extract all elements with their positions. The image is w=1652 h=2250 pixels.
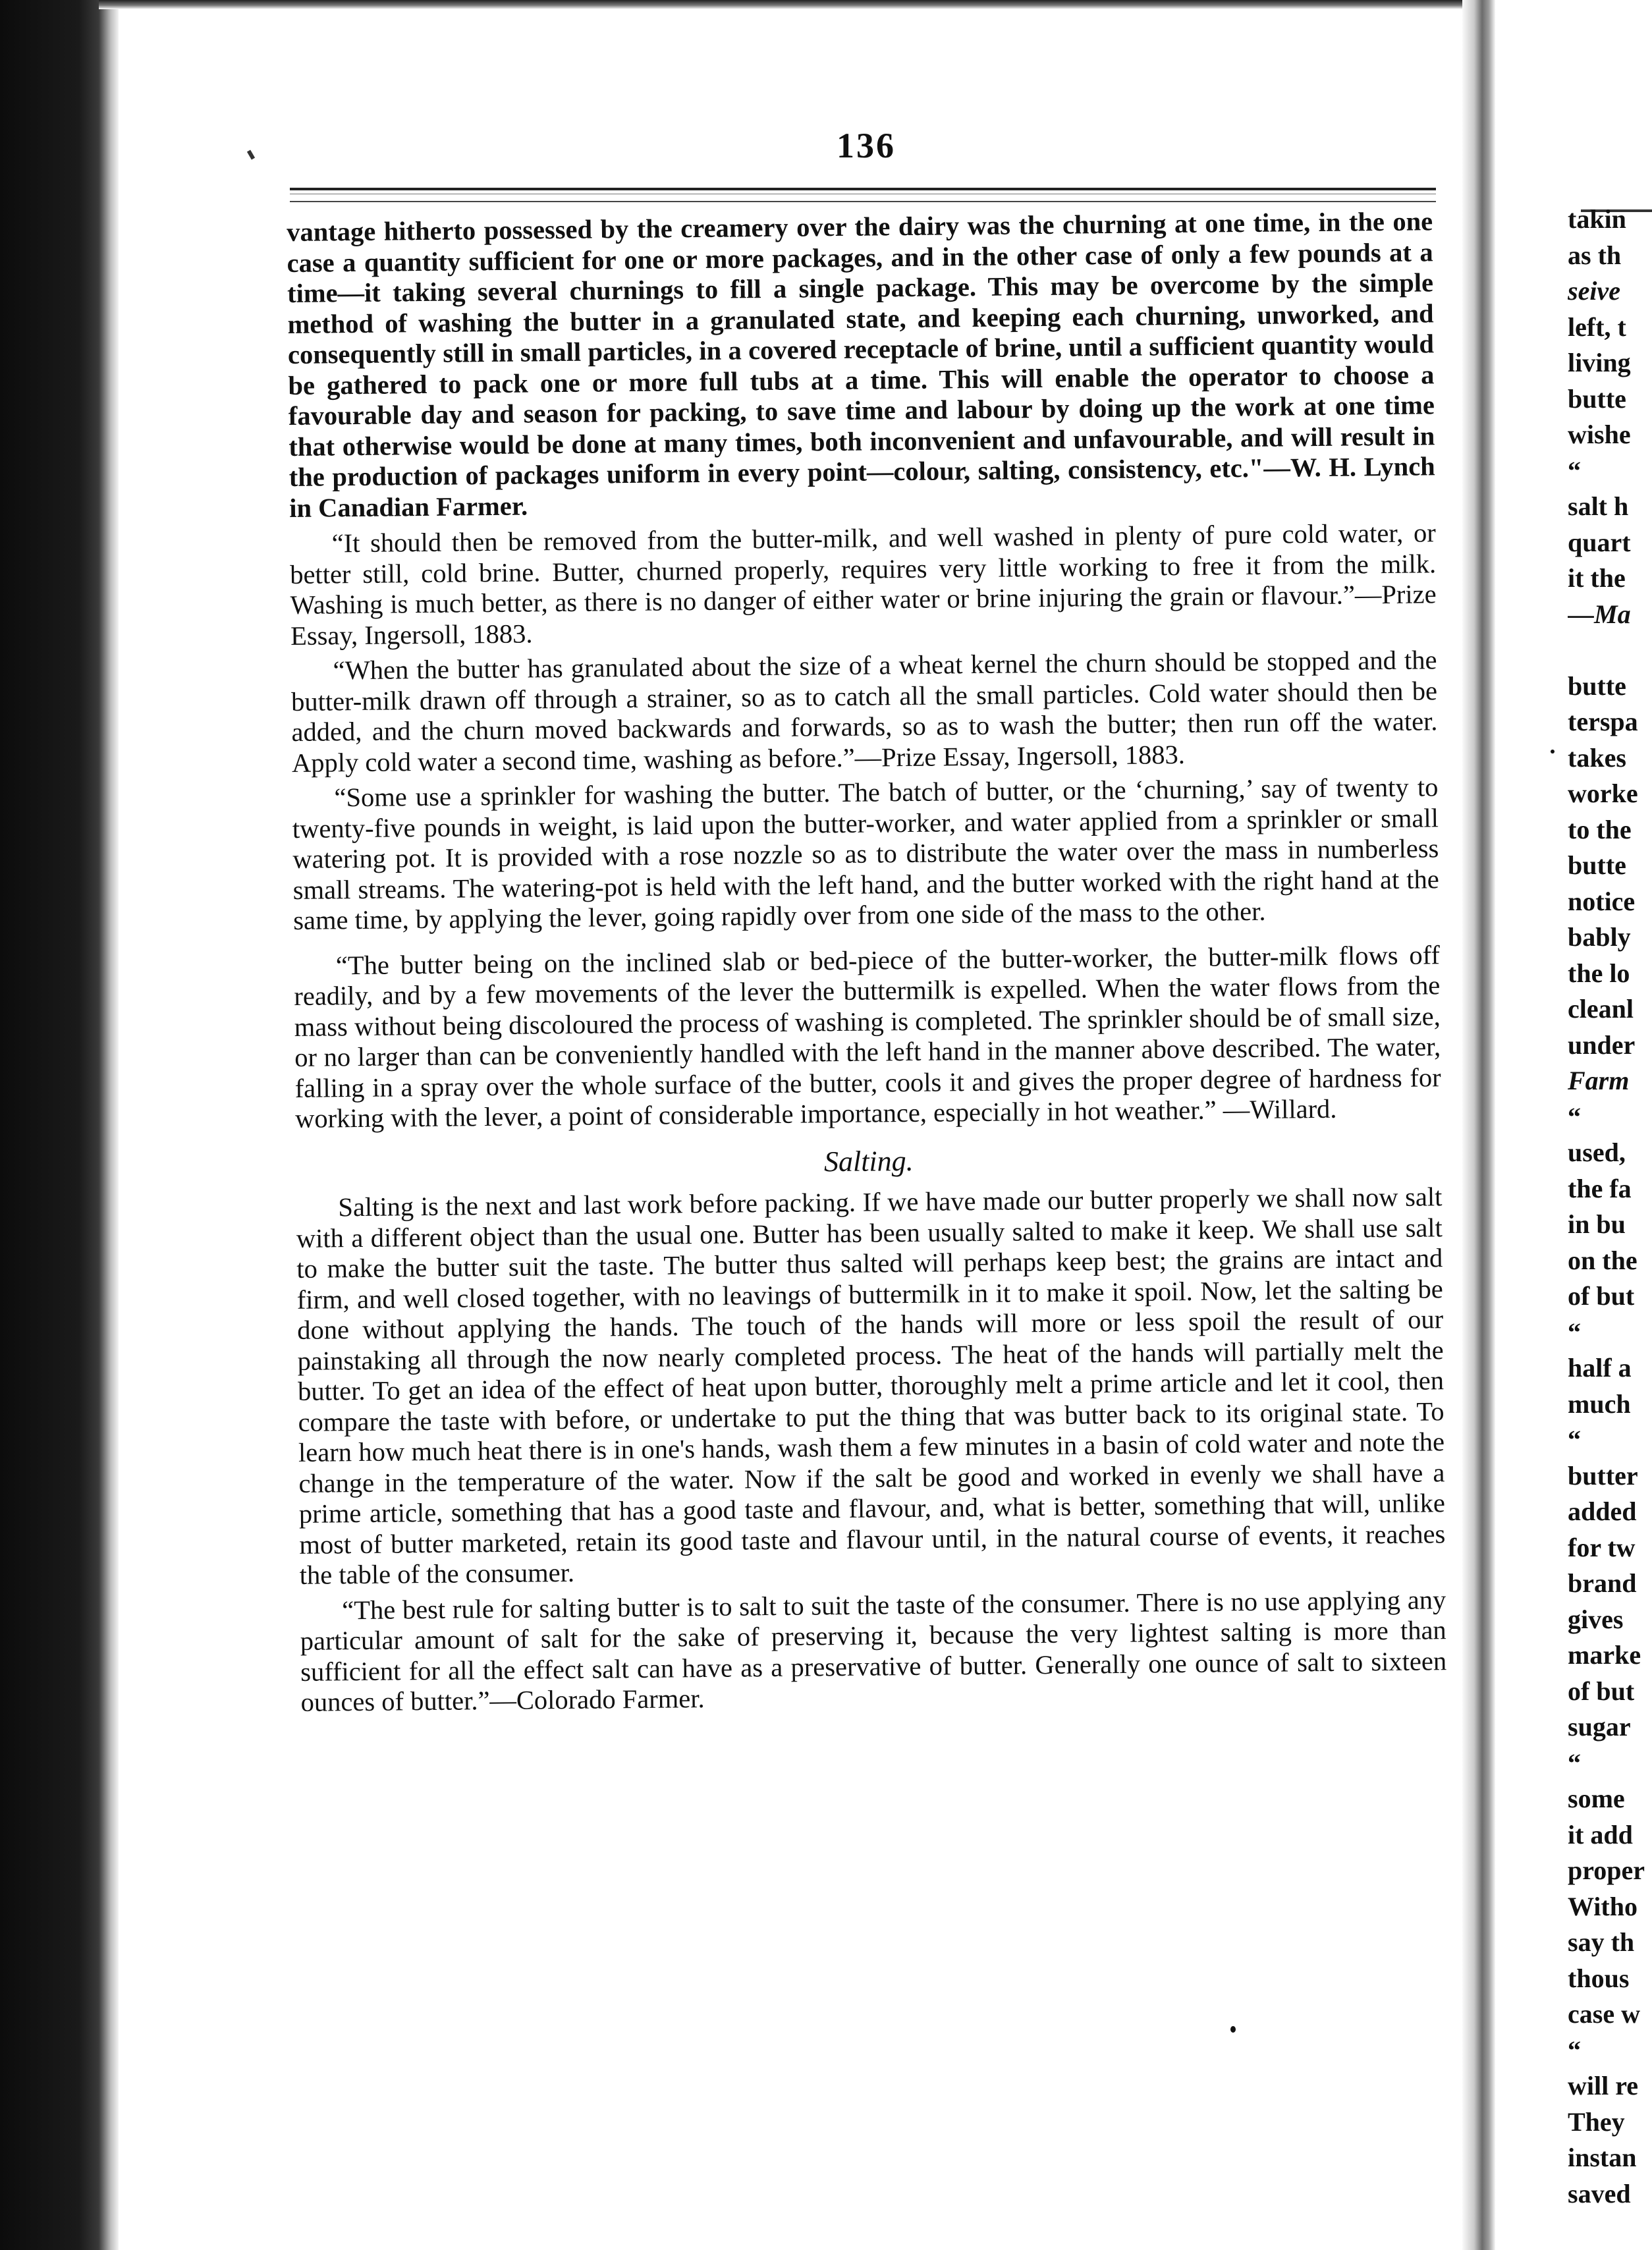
paragraph-quote-5: “The best rule for salting butter is to salt to suit the taste of the consumer. There is no use applying any particular amount of salt for the sake of preserving it, because the very lightest salting is more than sufficient for all the effect salt can have as a preservative of butter. Generally one ounce of salt to sixteen ounces of butter.”—Colorado Farmer. [300,1584,1447,1717]
adjacent-page-line: it the [1568,563,1626,593]
adjacent-page-line: case w [1568,1999,1640,2029]
adjacent-page-line: proper [1568,1855,1645,1885]
adjacent-page-line: of but [1568,1676,1635,1706]
adjacent-page-line: terspa [1568,707,1638,736]
adjacent-page-line: to the [1568,814,1632,844]
adjacent-page-line: the lo [1568,958,1630,988]
adjacent-page-line: Witho [1568,1891,1638,1921]
adjacent-page-line: used, [1568,1138,1626,1167]
adjacent-page-line: butte [1568,850,1626,880]
adjacent-page-line: cleanl [1568,994,1634,1024]
adjacent-page-line: will re [1568,2071,1639,2100]
adjacent-page-line: as th [1568,240,1622,270]
section-heading-salting: Salting. [823,1144,914,1178]
scan-speck [1551,750,1555,754]
adjacent-page-line: quart [1568,527,1631,557]
adjacent-page-line: some [1568,1784,1625,1813]
adjacent-page-line: butte [1568,383,1626,414]
adjacent-page-line: for tw [1568,1532,1636,1562]
adjacent-page-line: on the [1568,1245,1638,1275]
scan-speck [1230,2026,1236,2033]
header-rule [290,188,1436,202]
adjacent-page-line: —Ma [1568,599,1631,629]
adjacent-page-line: in bu [1568,1209,1626,1239]
paragraph-quote-3: “Some use a sprinkler for washing the butter. The batch of butter, or the ‘churning,’ say of twenty to twenty-five pounds in weight, is laid upon the butter-worker, and water applied from a sprinkler or small watering pot. It is provided with a rose nozzle so as to distribute the water over the mass in numberless small streams. The watering-pot is held with the left hand, and the butter worked with the right hand at the same time, by applying the lever, going rapidly over from one side of the mass to the other. [292,772,1439,935]
adjacent-page-line: notice [1568,886,1636,916]
adjacent-page-line: wishe [1568,420,1631,449]
adjacent-page-line: say th [1568,1927,1635,1957]
paragraph-quote-4: “The butter being on the inclined slab or bed-piece of the butter-worker, the butter-milk flows off readily, and by a few movements of the lever the buttermilk is expelled. When the water flows from the mass without being discoloured the process of washing is completed. The sprinkler should be of small size, or no larger than can be conveniently handled with the left hand in the manner above described. The water, falling in a spray over the whole surface of the butter, cools it and gives the proper degree of hardness for working with the lever, a point of considerable importance, especially in hot weather.” —Willard. [294,939,1441,1134]
adjacent-page-line: Farm [1568,1066,1630,1095]
page-gutter [1462,0,1495,2250]
adjacent-page-fragment [1568,202,1652,2212]
page-binding-edge [0,0,119,2250]
adjacent-page-line: instan [1568,2143,1637,2172]
adjacent-page-line: added [1568,1496,1637,1526]
adjacent-page-line: bably [1568,922,1631,952]
adjacent-page-line: “ [1568,1747,1581,1778]
adjacent-page-line: worke [1568,779,1638,808]
paragraph-salting: Salting is the next and last work before packing. If we have made our butter properly we shall now salt with a different object than the usual one. Butter has been usually salted to make it keep. We shall use salt to make the butter suit the taste. The butter thus salted will perhaps keep best; the grains are intact and firm, and well closed together, with no leavings of buttermilk in it to make it spoil. Now, let the salting be done without applying the hands. The touch of the hands will more or less spoil the result of our painstaking all through the now nearly completed process. The heat of the hands will partially melt the butter. To get an idea of the effect of heat upon butter, thoroughly melt a prime article and let it cool, then compare the taste with before, or undertake to put the thing that was butter back to its original state. To learn how much heat there is in one's hands, wash them a few minutes in a basin of cold water and note the change in the temperature of the water. Now if the salt be good and worked in evenly we shall have a prime article, something that has a good taste and flavour, and, what is better, something that will, unlike most of butter marketed, retain its good taste and flavour until, in the natural course of events, it reaches the table of the consumer. [296,1182,1446,1590]
adjacent-page-line: seive [1568,276,1620,306]
adjacent-page-line: “ [1568,1425,1581,1454]
adjacent-page-line: “ [1568,1101,1581,1132]
adjacent-page-line: the fa [1568,1173,1632,1203]
adjacent-page-line: of but [1568,1281,1635,1311]
adjacent-page-line: thous [1568,1963,1630,1993]
paragraph-continuation: vantage hitherto possessed by the creamery over the dairy was the churning at one time, in the one case a quantity sufficient for one or more packages, and in the other case of only a few pounds at a time—it taking several churnings to fill a single package. This may be overcome by the simple method of washing the butter in a granulated state, and keeping each churning, unworked, and consequently still in small particles, in a covered receptacle of brine, until a sufficient quantity would be gathered to pack one or more full tubs at a time. This will enable the operator to choose a favourable day and season for packing, to save time and labour by doing up the work at one time that otherwise would be done at many times, both inconvenient and unfavourable, and will result in the production of packages uniform in every point—colour, salting, consistency, etc."—W. H. Lynch in Canadian Farmer. [287,206,1435,523]
adjacent-page-line: saved [1568,2178,1631,2209]
adjacent-page-line: brand [1568,1568,1637,1598]
page-number: 136 [837,126,896,165]
adjacent-page-line: They [1568,2106,1625,2137]
main-text-column [287,206,1447,1722]
adjacent-page-line: salt h [1568,491,1629,521]
adjacent-page-line: takin [1568,204,1626,234]
adjacent-page-line: takes [1568,742,1626,773]
adjacent-page-line: under [1568,1029,1636,1060]
adjacent-page-line: it add [1568,1819,1633,1850]
scan-speck [247,150,255,159]
adjacent-page-line: butter [1568,1460,1638,1491]
adjacent-page-line: “ [1568,2035,1581,2065]
adjacent-page-line: half a [1568,1353,1632,1383]
adjacent-page-line: butte [1568,671,1626,701]
adjacent-page-line: marke [1568,1640,1641,1670]
adjacent-page-line: gives [1568,1604,1624,1634]
adjacent-page-line: “ [1568,1317,1581,1347]
adjacent-page-line: sugar [1568,1712,1631,1742]
page-top-edge [99,0,1482,9]
adjacent-page-line: much [1568,1388,1631,1419]
adjacent-page-line: left, t [1568,312,1626,342]
paragraph-quote-2: “When the butter has granulated about the size of a wheat kernel the churn should be stopped and the butter-milk drawn off through a strainer, so as to catch all the small particles. Cold water should then be added, and the churn moved backwards and forwards, so as to wash the butter; then run off the water. Apply cold water a second time, washing as before.”—Prize Essay, Ingersoll, 1883. [290,645,1438,778]
adjacent-page-line: “ [1568,455,1581,485]
adjacent-page-line: living [1568,348,1631,377]
adjacent-page-line [1568,632,1652,669]
paragraph-quote-1: “It should then be removed from the butter-milk, and well washed in plenty of pure cold water, or better still, cold brine. Butter, churned properly, requires very little working to free it from the milk. Washing is much better, as there is no danger of either water or brine injuring the grain or flavour.”—Prize Essay, Ingersoll, 1883. [289,518,1437,651]
